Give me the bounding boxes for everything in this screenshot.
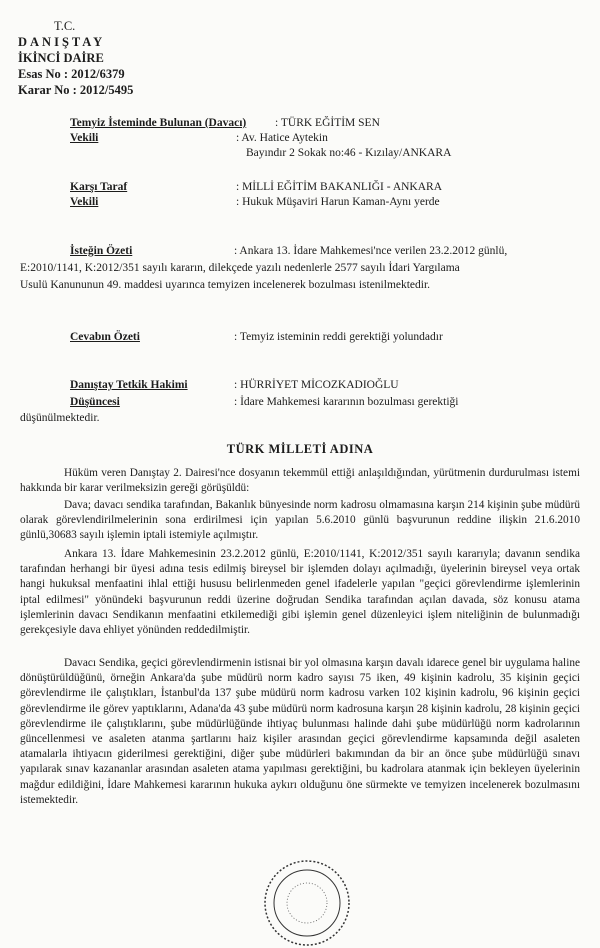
chamber-name: İKİNCİ DAİRE: [18, 51, 104, 65]
karar-value: : 2012/5495: [72, 83, 134, 97]
defendant-attorney-value: : Hukuk Müşaviri Harun Kaman-Aynı yerde: [236, 196, 440, 208]
opinion-line-2: düşünülmektedir.: [20, 412, 100, 424]
document-header: [18, 18, 133, 98]
esas-value: : 2012/6379: [63, 67, 125, 81]
plaintiff-attorney-address: Bayındır 2 Sokak no:46 - Kızılay/ANKARA: [246, 147, 452, 159]
paragraph-4: [20, 656, 580, 808]
opinion-line-1: : İdare Mahkemesi kararının bozulması gerektiği: [234, 396, 459, 408]
paragraph-4-text: Davacı Sendika, geçici görevlendirmenin istisnai bir yol olmasına karşın davalı idarece genel bir uygulama haline dönüştürüldüğünü, örneğin Ankara'da şube müdürü norm kadro sayısı 75 iken, 49 kişinin kadrolu, 35 kişinin geçici görevlendirme ile çalıştıkları, İstanbul'da 137 şube müdürü norm kadrosu varken 102 kişinin kadrolu, 96 kişinin geçici görevlendirme ile görev yaptıklarını, Adana'da 43 şube müdürü norm kadrosuna karşın 28 kişinin kadrolu, 28 kişinin geçici görevlendirme ile çalıştıklarını, şube müdürlüğünde ihtiyaç bulunması halinde dahi şube müdürlüğü norm kadrolarının güncellenmesi ve asaleten atanma şartlarını haiz kişiler arasından geçici görevlendirme kapsamında değil asaleten atamalarla ihtiyacın giderilmesi gerektiğini, diğer şube müdürleri bakımından da bir an önce şube müdürlüğü sınavı yapılarak sınav kazananlar arasından asaleten atama yapılması gerektiğini, bu kadrolara atanmak için bekleyen üyelerinin mağdur edildiğini, İdare Mahkemesi kararının hukuka aykırı olduğunu öne sürmekte ve temyizen incelenerek bozulmasını istemektedir.: [20, 657, 580, 806]
karar-label: Karar No: [18, 83, 70, 97]
esas-number: [18, 66, 133, 82]
opinion-label: Düşüncesi: [70, 396, 120, 408]
defendant-label: Karşı Taraf: [70, 181, 128, 193]
request-line-3: Usulü Kanununun 49. maddesi uyarınca temyizen incelenerek bozulması istenilmektedir.: [20, 279, 431, 291]
answer-label: Cevabın Özeti: [70, 331, 140, 343]
request-label: İsteğin Özeti: [70, 245, 133, 257]
plaintiff-attorney-value: : Av. Hatice Aytekin: [236, 132, 328, 144]
judge-label: Danıştay Tetkik Hakimi: [70, 379, 188, 391]
answer-value: : Temyiz isteminin reddi gerektiği yolundadır: [234, 331, 443, 343]
paragraph-1: [20, 466, 580, 496]
paragraph-1-text: Hüküm veren Danıştay 2. Dairesi'nce dosyanın tekemmül ettiği anlaşıldığından, yürütmenin durdurulması istemi hakkında bir karar verilmeksizin gereği görüşüldü:: [20, 467, 580, 495]
paragraph-3-text: Ankara 13. İdare Mahkemesinin 23.2.2012 günlü, E:2010/1141, K:2012/351 sayılı kararıyla; davanın sendika tarafından herhangi bir üyesi adına tesis edilmiş bireysel bir işlemden dolayı açılmadığı, üyelerinin bireysel veya ortak hangi hukuksal menfaatini ihlal ettiği hususu belirlenmeden genel ifadelerle yapılan "geçici görevlendirme işlemlerinin iptal edilmesi" yönündeki başvurunun reddi üzerine doğrudan Sendika tarafından açılan davada, söz konusu atama işlemlerinin davacı Sendikanın menfaatini etkilemediği gibi işlemin genel düzenleyici işlem niteliğinin de bulunmadığı gerekçesiyle dava ehliyet yönünden reddedilmiştir.: [20, 548, 580, 637]
tc-label: T.C.: [54, 19, 76, 33]
paragraph-2-text: Dava; davacı sendika tarafından, Bakanlık bünyesinde norm kadrosu olmamasına karşın 214 kişinin şube müdürü olarak görevlendirilmelerinin sona erdirilmesi için yapılan 5.6.2010 günlü başvurunun reddine ilişkin 21.6.2010 günlü,30683 sayılı işlemin iptali istemiyle açılmıştır.: [20, 499, 580, 542]
plaintiff-attorney-label: Vekili: [70, 132, 99, 144]
esas-label: Esas No: [18, 67, 61, 81]
defendant-attorney-label: Vekili: [70, 196, 99, 208]
court-name: DANIŞTAY: [18, 35, 106, 49]
request-line-1: : Ankara 13. İdare Mahkemesi'nce verilen 23.2.2012 günlü,: [234, 245, 508, 257]
decision-heading: TÜRK MİLLETİ ADINA: [226, 442, 374, 456]
plaintiff-label: Temyiz İsteminde Bulunan (Davacı): [70, 117, 247, 129]
plaintiff-value: : TÜRK EĞİTİM SEN: [275, 117, 380, 129]
request-line-2: E:2010/1141, K:2012/351 sayılı kararın, dilekçede yazılı nedenlerle 2577 sayılı İdari Yargılama: [20, 262, 460, 274]
paragraph-3: [20, 547, 580, 638]
judge-value: : HÜRRİYET MİCOZKADIOĞLU: [234, 379, 399, 391]
defendant-value: : MİLLİ EĞİTİM BAKANLIĞI - ANKARA: [236, 181, 443, 193]
paragraph-2: [20, 498, 580, 544]
official-seal-icon: [262, 858, 352, 948]
karar-number: [18, 82, 133, 98]
